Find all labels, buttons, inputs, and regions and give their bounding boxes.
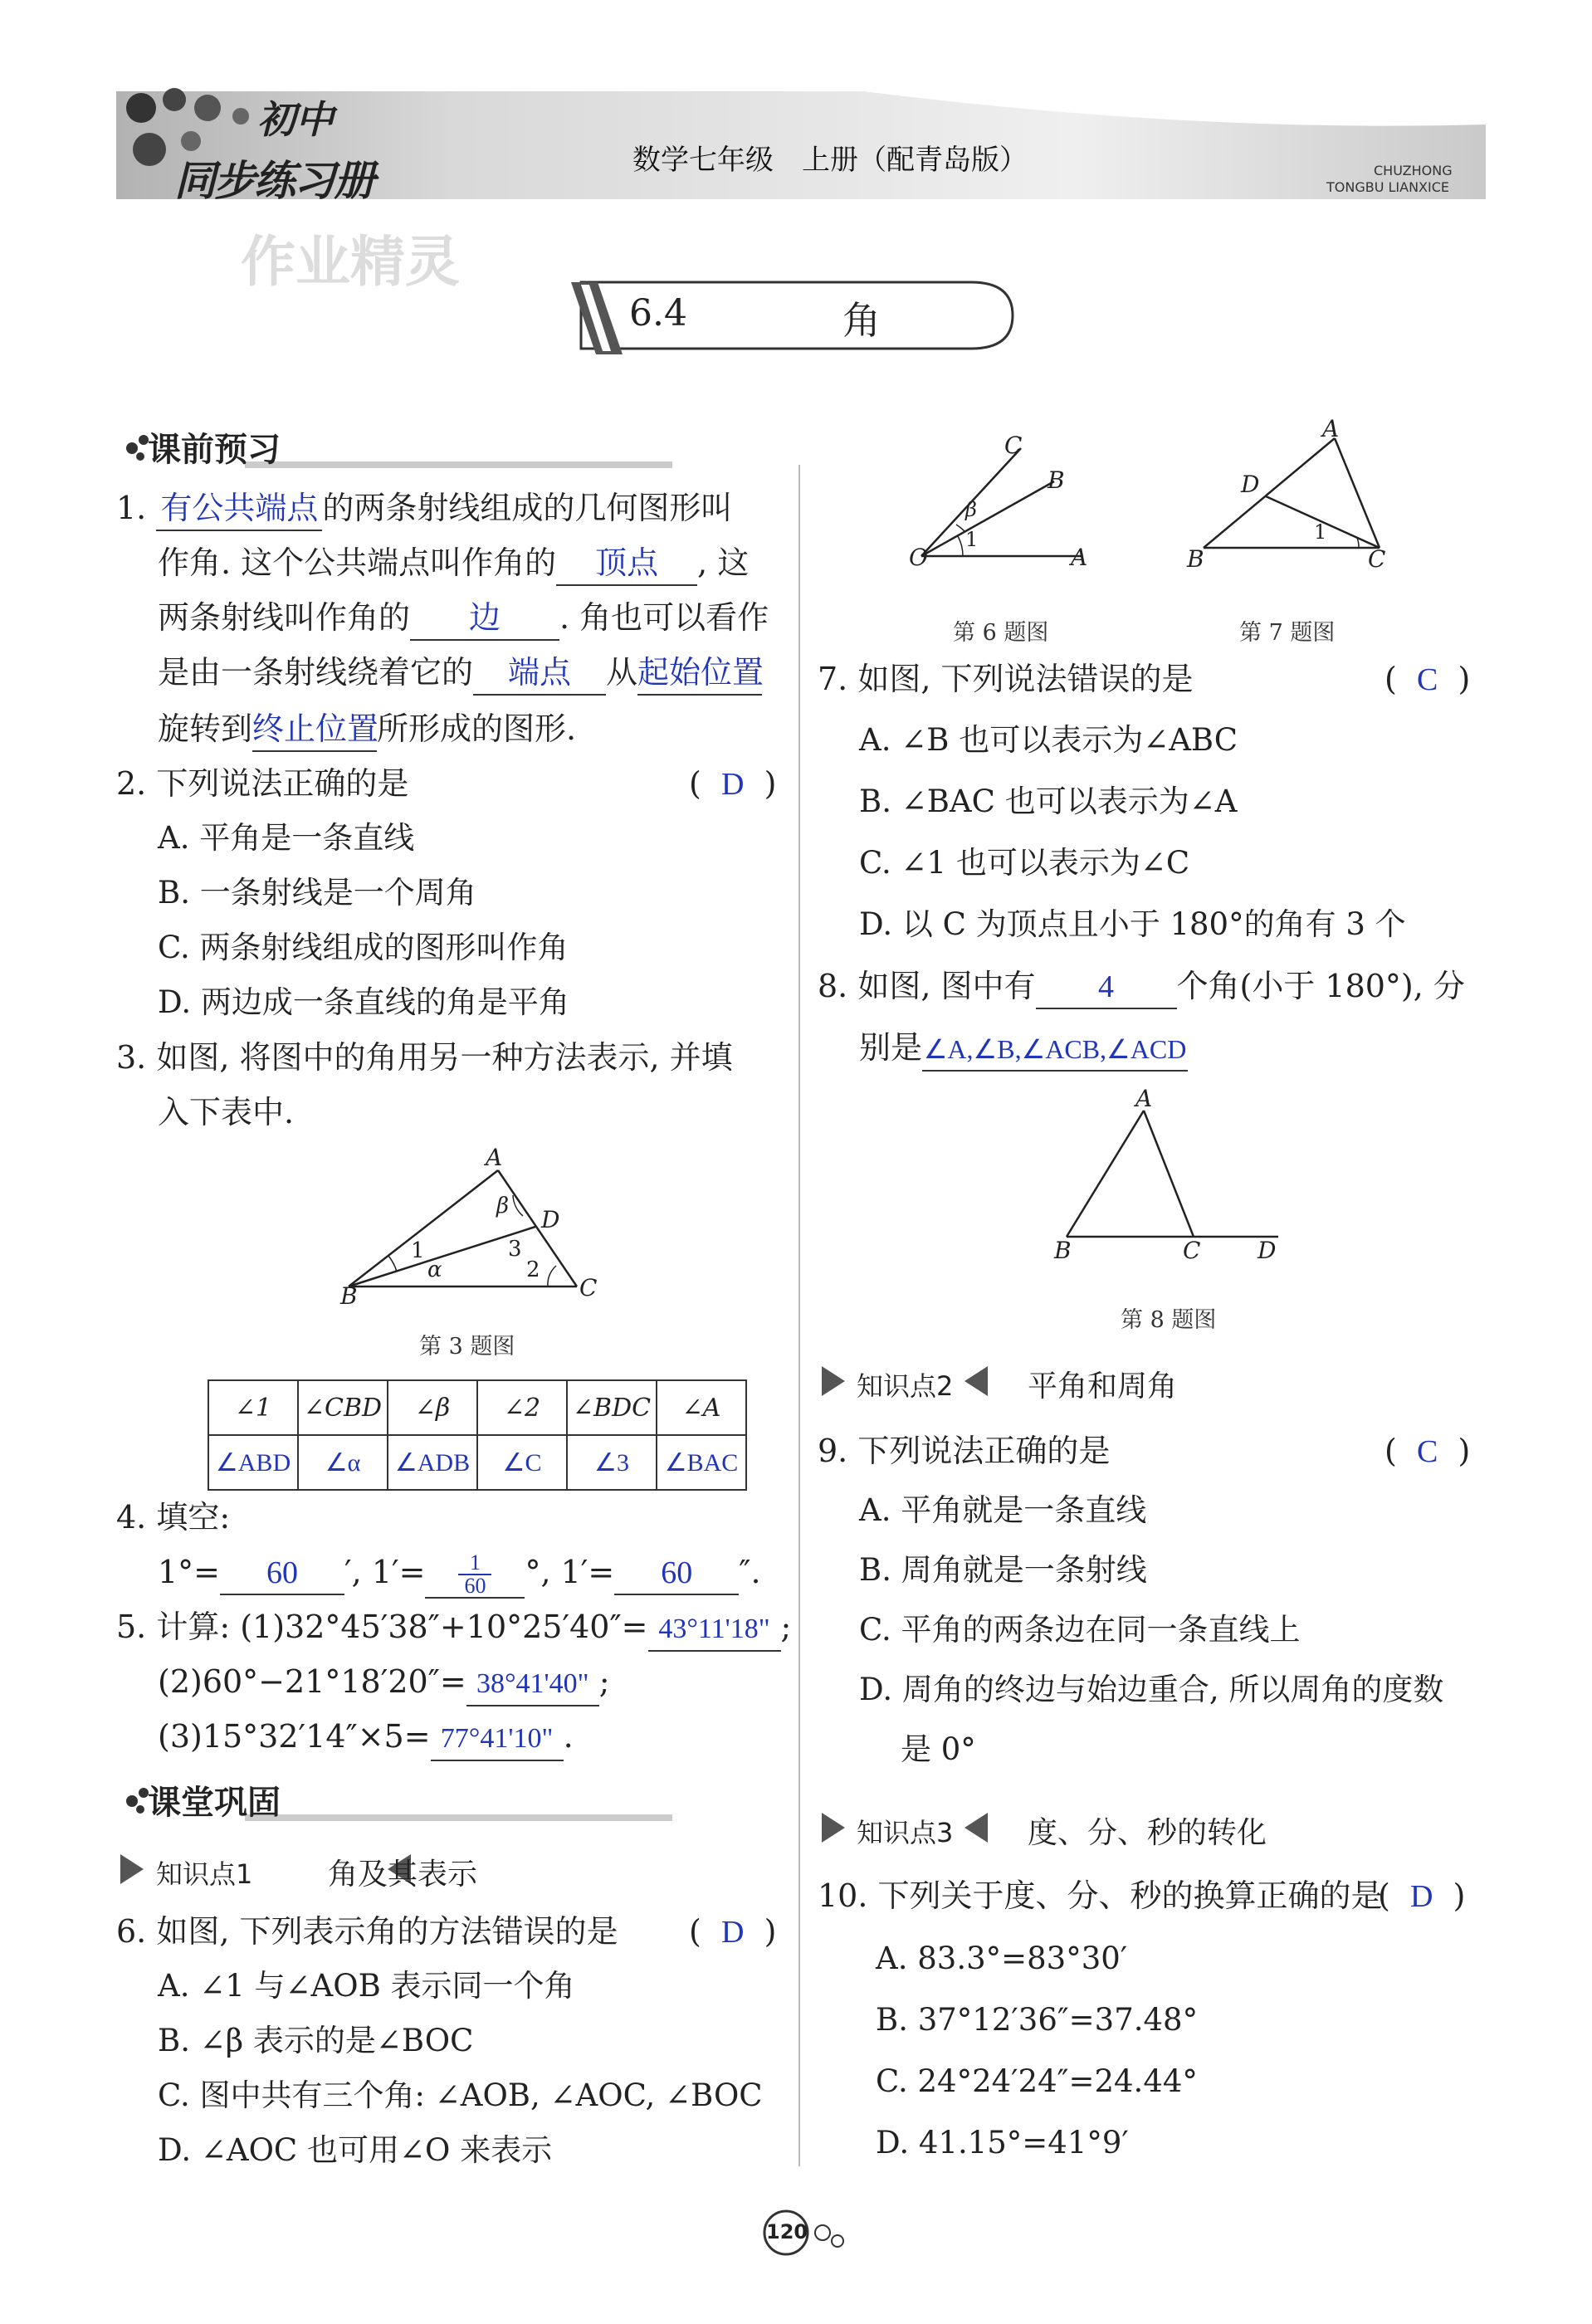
q3-label-beta: β [496,1194,510,1218]
q10-option-c[interactable]: C. 24°24′24″=24.44° [876,2063,1198,2099]
q7-label-1: 1 [1314,520,1327,544]
q10-option-a[interactable]: A. 83.3°=83°30′ [876,1941,1128,1976]
q4-p3: °, 1′= [525,1554,615,1590]
q3-fig-caption: 第 3 题图 [419,1334,515,1360]
q5-l3: (3)15°32′14″×5= [158,1718,431,1755]
q3-ans-5[interactable]: ∠3 [567,1435,657,1490]
q3-label-a: A [486,1144,503,1171]
q1-line1 [116,481,732,535]
q3-label-d: D [541,1206,560,1233]
q3-stem-2: 入下表中. [158,1094,295,1130]
q1-line3 [158,591,769,644]
q4-stem: 4. 填空: [116,1499,231,1536]
q9-option-c[interactable]: C. 平角的两条边在同一条直线上 [859,1612,1301,1648]
lesson-title: 角 [842,298,881,343]
q10-stem: 10. 下列关于度、分、秒的换算正确的是 [818,1877,1383,1914]
q5-line3 [158,1710,574,1763]
q1-blank-2[interactable]: 顶点 [556,543,697,586]
q4-frac-den: 60 [464,1573,486,1598]
q5-line2 [158,1655,610,1708]
q7-label-c: C [1368,545,1386,573]
q4-blank-1[interactable]: 60 [220,1552,344,1595]
q7-option-d[interactable]: D. 以 C 为顶点且小于 180°的角有 3 个 [859,906,1406,942]
q8-fig-caption: 第 8 题图 [1121,1307,1217,1333]
q6-fig-caption: 第 6 题图 [953,620,1049,646]
q8-line2 [859,1021,1188,1074]
header-subtitle: 数学七年级 上册（配青岛版） [632,144,1028,177]
q2-stem: 2. 下列说法正确的是 [116,765,409,802]
q7-answer-paren: ( C ) [1384,661,1471,697]
q3-ans-1[interactable]: ∠ABD [208,1435,298,1490]
q1-num: 1. [116,490,147,526]
q3-th-6: ∠A [657,1380,746,1435]
q1-blank-6[interactable]: 终止位置 [252,709,377,752]
q3-triangle-svg [324,1137,623,1320]
q7-label-b: B [1187,545,1204,573]
q6-option-d[interactable]: D. ∠AOC 也可用∠O 来表示 [158,2132,553,2168]
q3-label-2: 2 [526,1257,540,1282]
q8-stem-2: 个角(小于 180°), 分 [1176,968,1465,1004]
q9-option-d-cont: 是 0° [901,1731,976,1767]
q6-option-b[interactable]: B. ∠β 表示的是∠BOC [158,2023,474,2058]
q3-figure [324,1137,623,1320]
q1-text-4: 两条射线叫作角的 [158,599,411,636]
q3-ans-6[interactable]: ∠BAC [657,1435,746,1490]
q8-label-c: C [1183,1237,1201,1264]
q7-figure [1187,423,1394,581]
section-preview-title: 课前预习 [148,431,281,469]
kp1-tag: 知识点1 [156,1858,253,1890]
q3-label-b: B [340,1282,358,1310]
q5-e1: ; [780,1609,792,1645]
q6-stem: 6. 如图, 下列表示角的方法错误的是 [116,1913,618,1950]
page-number: 120 [766,2220,808,2243]
q8-blank-2[interactable]: ∠A,∠B,∠ACB,∠ACD [922,1028,1188,1072]
section-consolidate-title: 课堂巩固 [148,1784,281,1822]
q5-e2: ; [598,1663,610,1700]
q1-text-8: 旋转到 [158,710,253,747]
q4-line [158,1545,761,1599]
q1-line5 [158,702,576,755]
header-pinyin1: CHUZHONG [1374,163,1453,178]
q6-answer-paren: ( D ) [689,1913,777,1950]
q3-answer-table [208,1379,747,1491]
q7-fig-caption: 第 7 题图 [1239,620,1336,646]
brand-line2: 同步练习册 [174,157,374,205]
q3-th-3: ∠β [388,1380,477,1435]
q3-th-1: ∠1 [208,1380,298,1435]
q3-label-3: 3 [508,1237,522,1262]
q1-blank-1[interactable]: 有公共端点 [156,488,322,531]
q6-option-c[interactable]: C. 图中共有三个角: ∠AOB, ∠AOC, ∠BOC [158,2077,763,2113]
q7-label-a: A [1322,415,1340,442]
q6-label-b: B [1047,466,1065,494]
q7-option-c[interactable]: C. ∠1 也可以表示为∠C [859,845,1190,881]
q9-stem: 9. 下列说法正确的是 [818,1433,1111,1469]
q7-option-b[interactable]: B. ∠BAC 也可以表示为∠A [859,784,1238,819]
q8-stem-1: 8. 如图, 图中有 [818,968,1036,1004]
q2-answer-paren: ( D ) [689,765,777,802]
q4-p2: ′, 1′= [344,1554,426,1590]
q8-label-a: A [1135,1085,1153,1112]
q6-label-o: O [909,544,928,571]
q8-figure [1054,1087,1303,1262]
q3-label-alpha: α [427,1257,442,1282]
q6-label-beta: β [965,498,977,521]
q3-ans-3[interactable]: ∠ADB [388,1435,477,1490]
brand-line1: 初中 [257,97,334,142]
q3-stem-1: 3. 如图, 将图中的角用另一种方法表示, 并填 [116,1039,733,1076]
q6-label-1: 1 [965,528,979,551]
column-divider [798,465,800,2166]
kp1-title: 角及其表示 [328,1858,478,1892]
q6-answer[interactable]: D [720,1915,745,1950]
q7-answer[interactable]: C [1416,662,1438,697]
kp3-title: 度、分、秒的转化 [1028,1816,1267,1850]
q3-table-answer-row [208,1435,746,1490]
q2-option-a[interactable]: A. 平角是一条直线 [158,820,415,856]
q10-answer[interactable]: D [1409,1879,1433,1914]
q9-option-a[interactable]: A. 平角就是一条直线 [859,1492,1147,1528]
q1-text-1: 的两条射线组成的几何图形叫 [322,490,733,526]
q1-blank-5[interactable]: 起始位置 [637,652,762,696]
q1-text-9: 所形成的图形. [377,710,577,747]
q3-th-2: ∠CBD [298,1380,388,1435]
q4-p1: 1°= [158,1554,221,1590]
q10-answer-paren: ( D ) [1378,1877,1466,1914]
kp3-tag: 知识点3 [857,1817,954,1848]
q8-label-d: D [1257,1237,1277,1264]
q3-ans-4[interactable]: ∠C [477,1435,567,1490]
q3-table-header-row [208,1380,746,1435]
q1-text-5: . 角也可以看作 [559,599,769,636]
q8-triangle-svg [1054,1087,1303,1262]
q7-option-a[interactable]: A. ∠B 也可以表示为∠ABC [859,722,1238,758]
q3-ans-2[interactable]: ∠α [298,1435,388,1490]
q9-answer-paren: ( C ) [1384,1433,1471,1469]
q1-blank-4[interactable]: 端点 [473,652,606,696]
q8-blank-1[interactable]: 4 [1036,966,1177,1009]
q2-answer[interactable]: D [720,767,745,802]
q5-line1 [116,1600,791,1653]
q5-blank-1[interactable]: 43°11'18" [648,1609,781,1652]
q9-answer[interactable]: C [1416,1434,1438,1469]
q4-blank-2[interactable] [425,1552,525,1599]
q6-option-a[interactable]: A. ∠1 与∠AOB 表示同一个角 [158,1968,575,2004]
q1-blank-3[interactable]: 边 [410,598,559,641]
q7-stem: 7. 如图, 下列说法错误的是 [818,661,1194,697]
q8-label-b: B [1054,1237,1072,1264]
q4-p4: ″. [739,1554,761,1590]
q5-blank-3[interactable]: 77°41'10" [431,1718,564,1761]
q2-option-c[interactable]: C. 两条射线组成的图形叫作角 [158,930,569,965]
q10-option-b[interactable]: B. 37°12′36″=37.48° [876,2002,1199,2038]
q7-triangle-svg [1187,423,1394,581]
q8-line1 [818,959,1465,1013]
q5-blank-2[interactable]: 38°41'40" [466,1663,599,1706]
q1-text-7: 从 [606,654,638,691]
q2-option-d[interactable]: D. 两边成一条直线的角是平角 [158,984,569,1020]
q6-label-a: A [1071,544,1088,571]
header-pinyin2: TONGBU LIANXICE [1326,179,1450,195]
kp2-tag: 知识点2 [857,1370,954,1402]
q4-blank-3[interactable]: 60 [614,1552,739,1595]
kp2-title: 平角和周角 [1028,1370,1178,1404]
q1-line2 [158,536,749,589]
q9-option-b[interactable]: B. 周角就是一条射线 [859,1552,1147,1588]
q2-option-b[interactable]: B. 一条射线是一个周角 [158,875,476,911]
q8-stem-3: 别是 [859,1029,923,1066]
q5-l2: (2)60°−21°18′20″= [158,1663,466,1700]
q5-l1: 5. 计算: (1)32°45′38″+10°25′40″= [116,1609,648,1645]
q3-label-c: C [579,1274,598,1301]
q10-option-d[interactable]: D. 41.15°=41°9′ [876,2125,1129,2160]
q3-th-4: ∠2 [477,1380,567,1435]
q4-frac-num: 1 [458,1552,491,1575]
q9-option-d[interactable]: D. 周角的终边与始边重合, 所以周角的度数 [859,1672,1444,1707]
q3-th-5: ∠BDC [567,1380,657,1435]
watermark: 作业精灵 [241,230,460,294]
q6-label-c: C [1004,432,1023,459]
q1-line4 [158,646,762,699]
q7-label-d: D [1241,471,1260,498]
q5-e3: . [563,1718,574,1755]
q3-label-1: 1 [411,1238,425,1263]
lesson-number: 6.4 [629,292,687,334]
q1-text-3: , 这 [697,544,750,581]
q1-text-6: 是由一条射线绕着它的 [158,654,474,691]
q1-text-2: 作角. 这个公共端点叫作角的 [158,544,557,581]
